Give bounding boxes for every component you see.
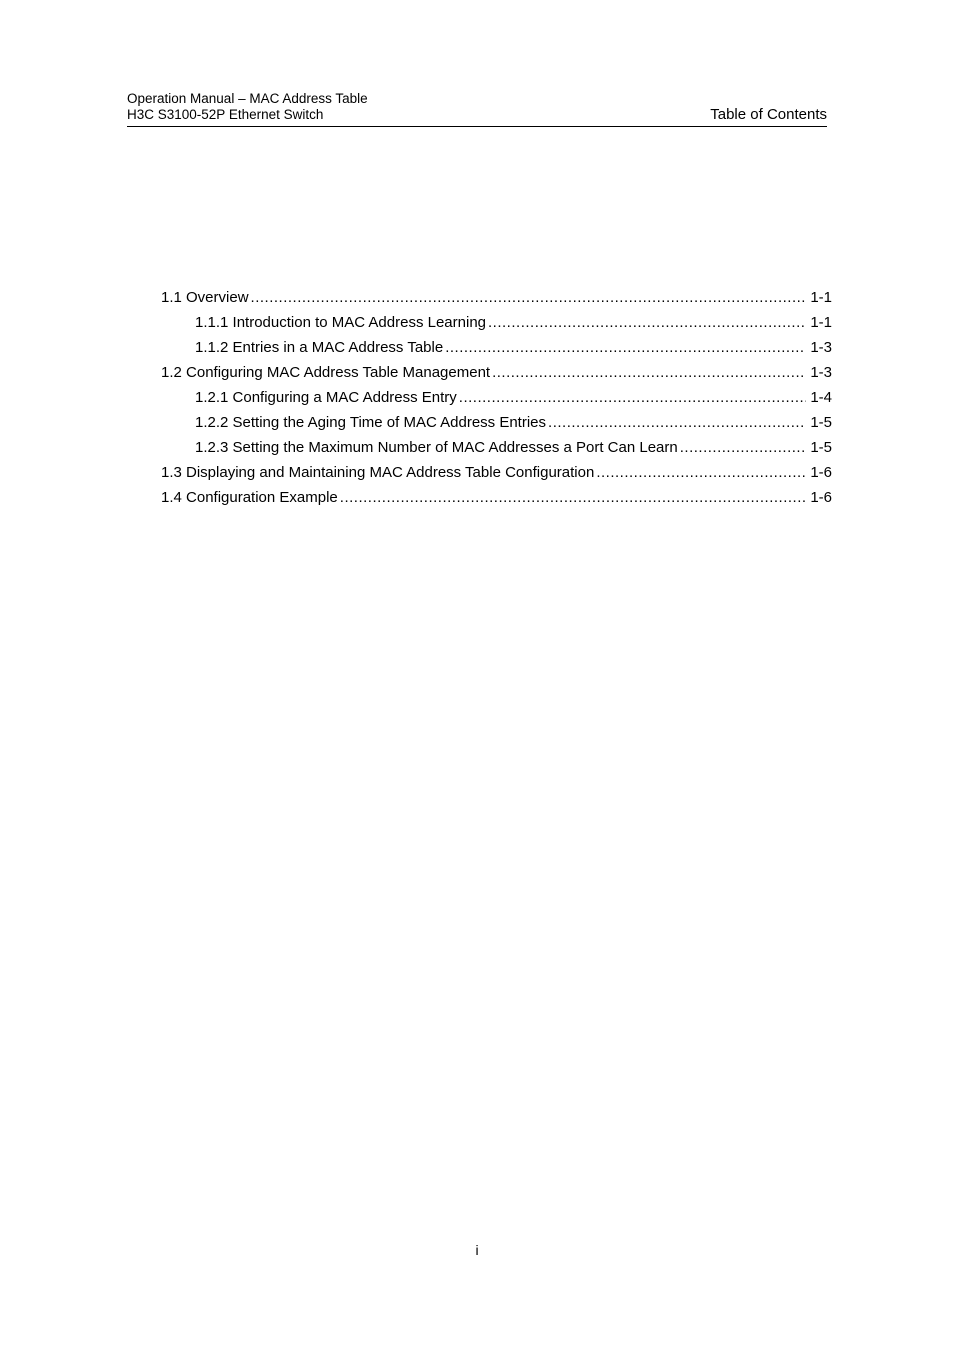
toc-entry-page: 1-3 bbox=[810, 339, 832, 356]
table-of-contents bbox=[161, 285, 832, 510]
toc-entry-title: 1.1.2 Entries in a MAC Address Table bbox=[195, 339, 444, 356]
toc-entry-page: 1-1 bbox=[810, 289, 832, 306]
toc-entry[interactable] bbox=[161, 410, 832, 435]
toc-entry-page: 1-5 bbox=[810, 439, 832, 456]
toc-dot-leader bbox=[488, 310, 806, 335]
header-product-name: H3C S3100-52P Ethernet Switch bbox=[127, 107, 324, 122]
toc-entry-title: 1.1 Overview bbox=[161, 289, 249, 306]
toc-entry-page: 1-6 bbox=[810, 464, 832, 481]
toc-entry-title: 1.2.1 Configuring a MAC Address Entry bbox=[195, 389, 457, 406]
toc-dot-leader bbox=[445, 335, 806, 360]
toc-entry[interactable] bbox=[161, 460, 832, 485]
page-header bbox=[127, 90, 827, 127]
toc-entry[interactable] bbox=[161, 435, 832, 460]
toc-dot-leader bbox=[596, 460, 806, 485]
header-manual-title: Operation Manual – MAC Address Table bbox=[127, 91, 368, 106]
page-number: i bbox=[475, 1242, 479, 1258]
toc-dot-leader bbox=[548, 410, 806, 435]
toc-dot-leader bbox=[251, 285, 807, 310]
toc-entry[interactable] bbox=[161, 385, 832, 410]
header-section-title: Table of Contents bbox=[710, 106, 827, 123]
toc-dot-leader bbox=[492, 360, 806, 385]
header-document-info bbox=[127, 91, 368, 123]
toc-entry[interactable] bbox=[161, 285, 832, 310]
toc-entry[interactable] bbox=[161, 360, 832, 385]
toc-entry-title: 1.3 Displaying and Maintaining MAC Address Table Configuration bbox=[161, 464, 595, 481]
toc-entry-page: 1-3 bbox=[810, 364, 832, 381]
toc-entry-page: 1-5 bbox=[810, 414, 832, 431]
toc-entry-title: 1.2.3 Setting the Maximum Number of MAC Addresses a Port Can Learn bbox=[195, 439, 678, 456]
toc-entry-title: 1.1.1 Introduction to MAC Address Learning bbox=[195, 314, 487, 331]
toc-dot-leader bbox=[340, 485, 807, 510]
toc-entry-page: 1-6 bbox=[810, 489, 832, 506]
toc-entry[interactable] bbox=[161, 485, 832, 510]
toc-entry[interactable] bbox=[161, 310, 832, 335]
toc-entry-title: 1.2 Configuring MAC Address Table Management bbox=[161, 364, 491, 381]
toc-entry-title: 1.2.2 Setting the Aging Time of MAC Address Entries bbox=[195, 414, 547, 431]
toc-entry[interactable] bbox=[161, 335, 832, 360]
toc-entry-page: 1-4 bbox=[810, 389, 832, 406]
toc-dot-leader bbox=[459, 385, 807, 410]
toc-entry-page: 1-1 bbox=[810, 314, 832, 331]
toc-dot-leader bbox=[680, 435, 807, 460]
toc-entry-title: 1.4 Configuration Example bbox=[161, 489, 338, 506]
